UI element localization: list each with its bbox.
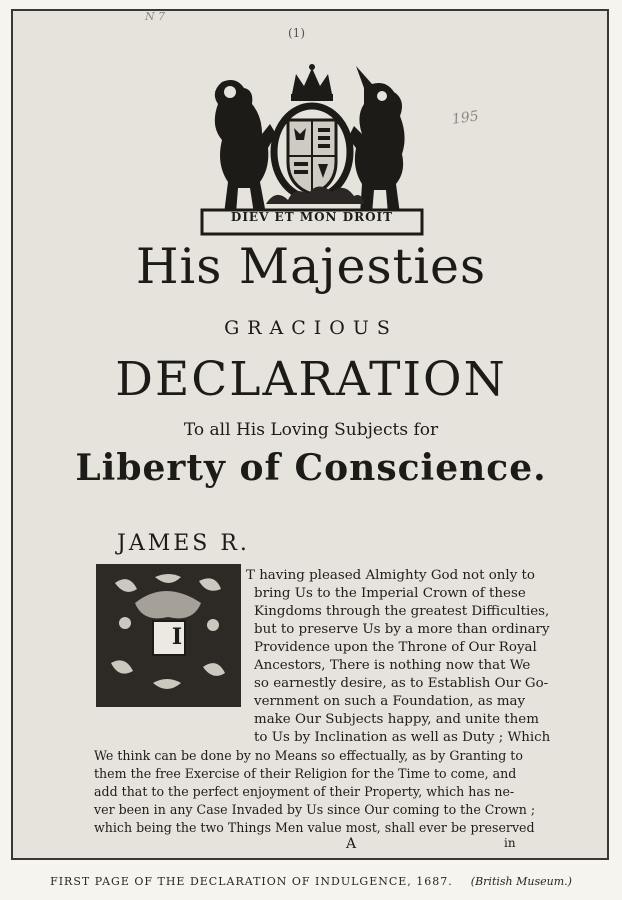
pencil-annotation-side: 195 [451, 108, 480, 128]
title-line-gracious: GRACIOUS [224, 317, 398, 339]
figure-caption [0, 875, 622, 888]
body-line-14: ver been in any Case Invaded by Us since Our coming to the Crown ; [94, 802, 536, 817]
royal-motto: DIEV ET MON DROIT [230, 210, 394, 224]
body-line-10: to Us by Inclination as well as Duty ; Which [254, 730, 551, 745]
initial-letter: I [171, 624, 183, 650]
title-line-declaration: DECLARATION [115, 352, 507, 407]
title-line-loving-subjects: To all His Loving Subjects for [183, 420, 439, 440]
body-line-2: bring Us to the Imperial Crown of these [254, 586, 526, 601]
body-line-9: make Our Subjects happy, and unite them [254, 712, 539, 727]
body-line-8: vernment on such a Foundation, as may [254, 694, 526, 709]
body-line-5: Providence upon the Throne of Our Royal [254, 640, 537, 655]
body-line-12: them the free Exercise of their Religion for the Time to come, and [94, 766, 517, 781]
body-line-6: Ancestors, There is nothing now that We [254, 658, 531, 673]
title-line-majesties: His Majesties [135, 238, 487, 295]
body-line-7: so earnestly desire, as to Establish Our Go- [254, 676, 549, 691]
body-line-15: which being the two Things Men value most, shall ever be preserved [94, 820, 535, 835]
page-number: (1) [288, 26, 305, 40]
pencil-annotation-top: N 7 [145, 10, 166, 23]
body-line-4: but to preserve Us by a more than ordinary [254, 622, 550, 637]
body-line-11: We think can be done by no Means so effectually, as by Granting to [94, 748, 523, 763]
catchword: in [504, 836, 516, 850]
signature-mark: A [346, 836, 357, 852]
caption-citation: (British Museum.) [470, 875, 572, 888]
body-line-13: add that to the perfect enjoyment of their Property, which has ne- [94, 784, 515, 799]
body-line-3: Kingdoms through the greatest Difficulties, [254, 604, 550, 619]
royal-signatory: JAMES R. [117, 531, 250, 556]
caption-text: FIRST PAGE OF THE DECLARATION OF INDULGENCE, 1687. [50, 875, 453, 888]
title-line-liberty-of-conscience: Liberty of Conscience. [75, 447, 547, 489]
body-line-1: T having pleased Almighty God not only to [246, 568, 535, 583]
